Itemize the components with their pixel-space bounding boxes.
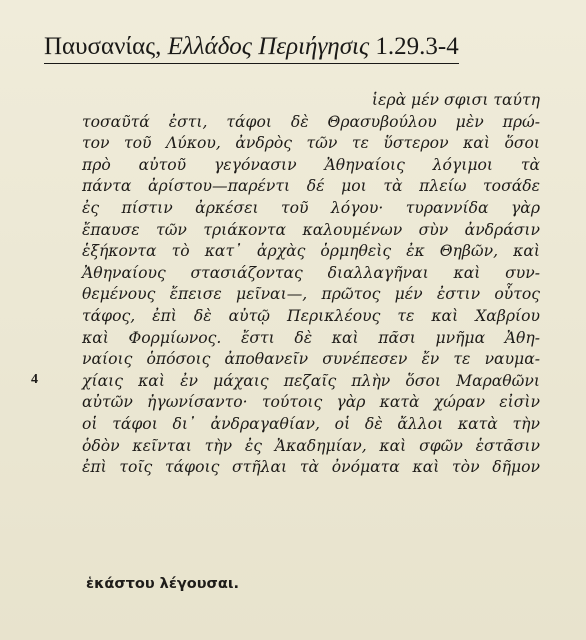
text-line: Ἀθηναίους στασιάζοντας διαλλαγῆναι καὶ συν- (82, 263, 540, 282)
text-line: ὁδὸν κεῖνται τὴν ἐς Ἀκαδημίαν, καὶ σφῶν ἑστᾶσιν (82, 436, 540, 455)
text-line: οἱ τάφοι δι᾽ ἀνδραγαθίαν, οἱ δὲ ἄλλοι κατὰ τὴν (82, 414, 540, 433)
final-line: ἑκάστου λέγουσαι. (86, 576, 239, 592)
passage-reference: 1.29.3-4 (375, 33, 459, 60)
text-line: ἐς πίστιν ἀρκέσει τοῦ λόγου· τυραννίδα γὰρ (82, 198, 540, 217)
section-number: 4 (31, 372, 38, 387)
text-line: ἔπαυσε τῶν τριάκοντα καλουμένων σὺν ἀνδράσιν (82, 220, 540, 239)
greek-text-body (82, 90, 540, 479)
text-line: τάφος, ἐπὶ δὲ αὐτῷ Περικλέους τε καὶ Χαβρίου (82, 306, 540, 325)
text-line: τον τοῦ Λύκου, ἀνδρὸς τῶν τε ὕστερον καὶ ὅσοι (82, 134, 540, 153)
author-name: Παυσανίας, (44, 33, 162, 60)
text-line: χίαις καὶ ἐν μάχαις πεζαῖς πλὴν ὅσοι Μαραθῶνι (82, 371, 540, 390)
text-line: καὶ Φορμίωνος. ἔστι δὲ καὶ πᾶσι μνῆμα Ἀθη- (82, 328, 540, 347)
text-line: πρὸ αὐτοῦ γεγόνασιν Ἀθηναίοις λόγιμοι τὰ (82, 155, 540, 174)
text-line: τοσαῦτά ἐστι, τάφοι δὲ Θρασυβούλου μὲν πρώ- (82, 112, 540, 131)
text-line: πάντα ἀρίστου—παρέντι δέ μοι τὰ πλείω τοσάδε (82, 177, 540, 196)
text-line: ἱερὰ μέν σφισι ταύτη (371, 91, 540, 109)
text-line: ναίοις ὁπόσοις ἀποθανεῖν συνέπεσεν ἔν τε ναυμα- (82, 350, 540, 369)
title-underline (44, 63, 459, 64)
text-line: αὐτῶν ἠγωνίσαντο· τούτοις γὰρ κατὰ χώραν εἰσὶν (82, 393, 540, 412)
work-title: Ελλάδος Περιήγησις (167, 33, 370, 60)
text-line: ἐπὶ τοῖς τάφοις στῆλαι τὰ ὀνόματα καὶ τὸν δῆμον (82, 458, 540, 477)
text-line: ἑξήκοντα τὸ κατ᾽ ἀρχὰς ὁρμηθεὶς ἐκ Θηβῶν, καὶ (82, 242, 540, 261)
page-title (44, 34, 459, 59)
text-line: θεμένους ἔπεισε μεῖναι—, πρῶτος μέν ἐστιν οὗτος (82, 285, 540, 304)
